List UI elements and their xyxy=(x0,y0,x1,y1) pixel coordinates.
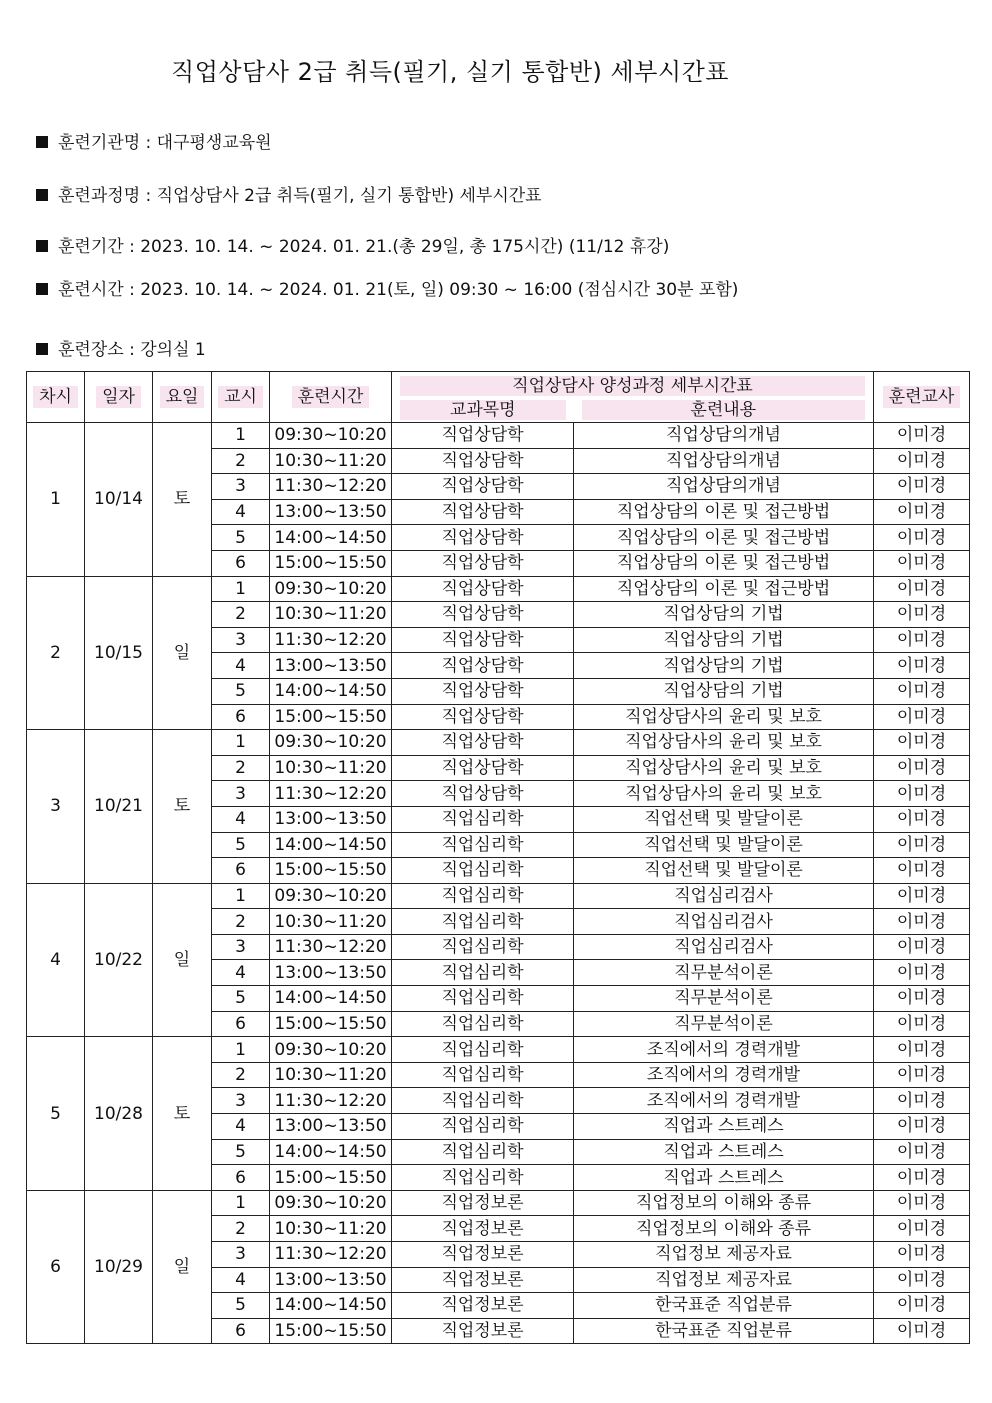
cell-time: 15:00~15:50 xyxy=(270,704,392,730)
cell-period: 6 xyxy=(212,1011,270,1037)
cell-day: 토 xyxy=(153,730,212,884)
cell-time: 14:00~14:50 xyxy=(270,986,392,1012)
cell-content: 조직에서의 경력개발 xyxy=(574,1037,874,1063)
cell-period: 1 xyxy=(212,730,270,756)
cell-teacher: 이미경 xyxy=(874,602,970,628)
cell-subject: 직업상담학 xyxy=(392,550,574,576)
cell-content: 직무분석이론 xyxy=(574,986,874,1012)
cell-teacher: 이미경 xyxy=(874,550,970,576)
cell-period: 5 xyxy=(212,525,270,551)
cell-time: 13:00~13:50 xyxy=(270,499,392,525)
header-date: 일자 xyxy=(85,372,153,423)
cell-content: 직업상담의 기법 xyxy=(574,627,874,653)
cell-content: 직업과 스트레스 xyxy=(574,1139,874,1165)
cell-time: 11:30~12:20 xyxy=(270,474,392,500)
cell-teacher: 이미경 xyxy=(874,1062,970,1088)
cell-subject: 직업심리학 xyxy=(392,1037,574,1063)
cell-time: 10:30~11:20 xyxy=(270,602,392,628)
info-place xyxy=(36,335,206,360)
cell-content: 한국표준 직업분류 xyxy=(574,1293,874,1319)
cell-date: 10/29 xyxy=(85,1190,153,1344)
cell-time: 10:30~11:20 xyxy=(270,909,392,935)
cell-subject: 직업상담학 xyxy=(392,627,574,653)
cell-teacher: 이미경 xyxy=(874,781,970,807)
cell-period: 1 xyxy=(212,423,270,449)
header-content: 훈련내용 xyxy=(574,397,874,423)
cell-time: 11:30~12:20 xyxy=(270,1088,392,1114)
cell-teacher: 이미경 xyxy=(874,1190,970,1216)
cell-teacher: 이미경 xyxy=(874,858,970,884)
cell-teacher: 이미경 xyxy=(874,1267,970,1293)
cell-period: 2 xyxy=(212,755,270,781)
info-hours-text: 훈련시간 : 2023. 10. 14. ~ 2024. 01. 21(토, 일) 09:30 ~ 16:00 (점심시간 30분 포함) xyxy=(58,280,739,300)
cell-time: 10:30~11:20 xyxy=(270,1062,392,1088)
cell-teacher: 이미경 xyxy=(874,448,970,474)
cell-content: 직업선택 및 발달이론 xyxy=(574,806,874,832)
square-bullet-icon xyxy=(36,136,48,148)
cell-content: 직업상담의 이론 및 접근방법 xyxy=(574,499,874,525)
cell-time: 15:00~15:50 xyxy=(270,1165,392,1191)
header-session: 차시 xyxy=(27,372,85,423)
cell-period: 4 xyxy=(212,806,270,832)
cell-subject: 직업상담학 xyxy=(392,755,574,781)
cell-period: 4 xyxy=(212,499,270,525)
cell-time: 09:30~10:20 xyxy=(270,730,392,756)
cell-content: 직업상담사의 윤리 및 보호 xyxy=(574,781,874,807)
cell-teacher: 이미경 xyxy=(874,576,970,602)
info-hours xyxy=(36,275,738,300)
cell-teacher: 이미경 xyxy=(874,499,970,525)
cell-time: 13:00~13:50 xyxy=(270,1267,392,1293)
cell-time: 15:00~15:50 xyxy=(270,1011,392,1037)
cell-teacher: 이미경 xyxy=(874,653,970,679)
cell-subject: 직업상담학 xyxy=(392,678,574,704)
cell-period: 4 xyxy=(212,960,270,986)
cell-subject: 직업심리학 xyxy=(392,1165,574,1191)
cell-period: 1 xyxy=(212,883,270,909)
cell-teacher: 이미경 xyxy=(874,986,970,1012)
cell-time: 15:00~15:50 xyxy=(270,1318,392,1344)
cell-session: 4 xyxy=(27,883,85,1037)
cell-teacher: 이미경 xyxy=(874,883,970,909)
cell-period: 2 xyxy=(212,1216,270,1242)
cell-period: 3 xyxy=(212,627,270,653)
cell-content: 직업심리검사 xyxy=(574,934,874,960)
cell-period: 3 xyxy=(212,1088,270,1114)
cell-content: 직업선택 및 발달이론 xyxy=(574,858,874,884)
cell-teacher: 이미경 xyxy=(874,1088,970,1114)
info-period xyxy=(36,232,669,257)
cell-period: 4 xyxy=(212,1114,270,1140)
info-course-text: 훈련과정명 : 직업상담사 2급 취득(필기, 실기 통합반) 세부시간표 xyxy=(58,186,542,206)
cell-date: 10/28 xyxy=(85,1037,153,1191)
cell-teacher: 이미경 xyxy=(874,1216,970,1242)
cell-subject: 직업정보론 xyxy=(392,1293,574,1319)
cell-date: 10/21 xyxy=(85,730,153,884)
cell-time: 10:30~11:20 xyxy=(270,755,392,781)
cell-time: 09:30~10:20 xyxy=(270,883,392,909)
cell-period: 1 xyxy=(212,576,270,602)
table-row xyxy=(27,423,970,449)
cell-teacher: 이미경 xyxy=(874,1114,970,1140)
cell-session: 1 xyxy=(27,423,85,577)
cell-content: 직무분석이론 xyxy=(574,960,874,986)
header-teacher: 훈련교사 xyxy=(874,372,970,423)
cell-subject: 직업심리학 xyxy=(392,883,574,909)
cell-teacher: 이미경 xyxy=(874,755,970,781)
cell-time: 09:30~10:20 xyxy=(270,576,392,602)
page-title: 직업상담사 2급 취득(필기, 실기 통합반) 세부시간표 xyxy=(171,58,729,86)
cell-content: 조직에서의 경력개발 xyxy=(574,1088,874,1114)
cell-time: 15:00~15:50 xyxy=(270,858,392,884)
square-bullet-icon xyxy=(36,283,48,295)
square-bullet-icon xyxy=(36,189,48,201)
info-institution xyxy=(36,128,272,153)
cell-time: 11:30~12:20 xyxy=(270,627,392,653)
cell-period: 5 xyxy=(212,1139,270,1165)
square-bullet-icon xyxy=(36,343,48,355)
cell-subject: 직업정보론 xyxy=(392,1318,574,1344)
cell-subject: 직업심리학 xyxy=(392,909,574,935)
cell-content: 직업상담사의 윤리 및 보호 xyxy=(574,704,874,730)
cell-period: 5 xyxy=(212,832,270,858)
cell-day: 일 xyxy=(153,1190,212,1344)
cell-time: 10:30~11:20 xyxy=(270,1216,392,1242)
cell-time: 14:00~14:50 xyxy=(270,525,392,551)
table-row xyxy=(27,1037,970,1063)
cell-subject: 직업심리학 xyxy=(392,1139,574,1165)
cell-subject: 직업상담학 xyxy=(392,730,574,756)
cell-time: 14:00~14:50 xyxy=(270,678,392,704)
cell-time: 11:30~12:20 xyxy=(270,1242,392,1268)
cell-teacher: 이미경 xyxy=(874,806,970,832)
cell-teacher: 이미경 xyxy=(874,1293,970,1319)
cell-subject: 직업정보론 xyxy=(392,1267,574,1293)
header-day: 요일 xyxy=(153,372,212,423)
table-row xyxy=(27,1190,970,1216)
cell-teacher: 이미경 xyxy=(874,423,970,449)
cell-teacher: 이미경 xyxy=(874,1242,970,1268)
cell-time: 09:30~10:20 xyxy=(270,1037,392,1063)
cell-period: 6 xyxy=(212,704,270,730)
cell-teacher: 이미경 xyxy=(874,627,970,653)
cell-time: 10:30~11:20 xyxy=(270,448,392,474)
table-body xyxy=(27,423,970,1344)
cell-teacher: 이미경 xyxy=(874,1139,970,1165)
cell-time: 14:00~14:50 xyxy=(270,832,392,858)
cell-subject: 직업심리학 xyxy=(392,1062,574,1088)
cell-teacher: 이미경 xyxy=(874,1318,970,1344)
cell-time: 13:00~13:50 xyxy=(270,960,392,986)
cell-period: 6 xyxy=(212,1318,270,1344)
cell-period: 3 xyxy=(212,474,270,500)
cell-date: 10/15 xyxy=(85,576,153,730)
header-subject: 교과목명 xyxy=(392,397,574,423)
cell-period: 4 xyxy=(212,1267,270,1293)
info-place-text: 훈련장소 : 강의실 1 xyxy=(58,340,206,360)
cell-content: 한국표준 직업분류 xyxy=(574,1318,874,1344)
cell-teacher: 이미경 xyxy=(874,525,970,551)
cell-teacher: 이미경 xyxy=(874,1037,970,1063)
cell-content: 직업정보 제공자료 xyxy=(574,1242,874,1268)
cell-period: 3 xyxy=(212,781,270,807)
cell-time: 09:30~10:20 xyxy=(270,423,392,449)
cell-period: 2 xyxy=(212,909,270,935)
cell-session: 5 xyxy=(27,1037,85,1191)
info-course xyxy=(36,181,542,206)
cell-session: 3 xyxy=(27,730,85,884)
table-row xyxy=(27,730,970,756)
cell-time: 14:00~14:50 xyxy=(270,1139,392,1165)
cell-teacher: 이미경 xyxy=(874,730,970,756)
cell-subject: 직업상담학 xyxy=(392,525,574,551)
cell-subject: 직업정보론 xyxy=(392,1242,574,1268)
square-bullet-icon xyxy=(36,240,48,252)
cell-content: 직업과 스트레스 xyxy=(574,1165,874,1191)
cell-content: 직업심리검사 xyxy=(574,909,874,935)
cell-content: 직업상담의 기법 xyxy=(574,678,874,704)
cell-teacher: 이미경 xyxy=(874,1165,970,1191)
cell-content: 직업정보의 이해와 종류 xyxy=(574,1190,874,1216)
cell-teacher: 이미경 xyxy=(874,960,970,986)
cell-content: 직업상담의개념 xyxy=(574,448,874,474)
cell-subject: 직업상담학 xyxy=(392,704,574,730)
cell-teacher: 이미경 xyxy=(874,474,970,500)
cell-period: 3 xyxy=(212,1242,270,1268)
cell-subject: 직업상담학 xyxy=(392,474,574,500)
cell-time: 13:00~13:50 xyxy=(270,1114,392,1140)
cell-content: 직업상담의 이론 및 접근방법 xyxy=(574,525,874,551)
header-time: 훈련시간 xyxy=(270,372,392,423)
cell-time: 15:00~15:50 xyxy=(270,550,392,576)
cell-subject: 직업심리학 xyxy=(392,806,574,832)
cell-teacher: 이미경 xyxy=(874,678,970,704)
cell-content: 직업상담사의 윤리 및 보호 xyxy=(574,730,874,756)
cell-teacher: 이미경 xyxy=(874,1011,970,1037)
cell-period: 1 xyxy=(212,1190,270,1216)
cell-subject: 직업심리학 xyxy=(392,1114,574,1140)
cell-subject: 직업상담학 xyxy=(392,448,574,474)
cell-teacher: 이미경 xyxy=(874,934,970,960)
cell-session: 6 xyxy=(27,1190,85,1344)
table-row xyxy=(27,883,970,909)
cell-session: 2 xyxy=(27,576,85,730)
cell-period: 6 xyxy=(212,1165,270,1191)
cell-subject: 직업심리학 xyxy=(392,986,574,1012)
cell-content: 직업상담의 이론 및 접근방법 xyxy=(574,576,874,602)
cell-period: 6 xyxy=(212,858,270,884)
info-institution-text: 훈련기관명 : 대구평생교육원 xyxy=(58,133,272,153)
cell-teacher: 이미경 xyxy=(874,909,970,935)
cell-subject: 직업상담학 xyxy=(392,781,574,807)
cell-time: 11:30~12:20 xyxy=(270,781,392,807)
cell-time: 14:00~14:50 xyxy=(270,1293,392,1319)
cell-subject: 직업정보론 xyxy=(392,1190,574,1216)
cell-time: 11:30~12:20 xyxy=(270,934,392,960)
cell-subject: 직업상담학 xyxy=(392,576,574,602)
table-row xyxy=(27,576,970,602)
cell-content: 직업상담의개념 xyxy=(574,474,874,500)
cell-subject: 직업심리학 xyxy=(392,858,574,884)
cell-subject: 직업심리학 xyxy=(392,960,574,986)
cell-subject: 직업심리학 xyxy=(392,934,574,960)
cell-period: 4 xyxy=(212,653,270,679)
cell-time: 13:00~13:50 xyxy=(270,653,392,679)
cell-subject: 직업상담학 xyxy=(392,602,574,628)
cell-period: 5 xyxy=(212,986,270,1012)
cell-subject: 직업상담학 xyxy=(392,423,574,449)
cell-day: 일 xyxy=(153,883,212,1037)
cell-content: 직업상담의개념 xyxy=(574,423,874,449)
cell-content: 직업정보 제공자료 xyxy=(574,1267,874,1293)
cell-day: 일 xyxy=(153,576,212,730)
cell-period: 2 xyxy=(212,1062,270,1088)
cell-content: 조직에서의 경력개발 xyxy=(574,1062,874,1088)
header-group: 직업상담사 양성과정 세부시간표 xyxy=(392,372,874,398)
cell-content: 직무분석이론 xyxy=(574,1011,874,1037)
cell-subject: 직업심리학 xyxy=(392,1011,574,1037)
schedule-table xyxy=(26,371,970,1344)
cell-content: 직업상담사의 윤리 및 보호 xyxy=(574,755,874,781)
cell-period: 2 xyxy=(212,448,270,474)
cell-period: 3 xyxy=(212,934,270,960)
cell-day: 토 xyxy=(153,423,212,577)
cell-content: 직업과 스트레스 xyxy=(574,1114,874,1140)
cell-subject: 직업상담학 xyxy=(392,499,574,525)
cell-subject: 직업심리학 xyxy=(392,1088,574,1114)
cell-content: 직업상담의 이론 및 접근방법 xyxy=(574,550,874,576)
table-header xyxy=(27,372,970,423)
cell-content: 직업정보의 이해와 종류 xyxy=(574,1216,874,1242)
cell-period: 5 xyxy=(212,1293,270,1319)
cell-date: 10/22 xyxy=(85,883,153,1037)
cell-content: 직업심리검사 xyxy=(574,883,874,909)
cell-teacher: 이미경 xyxy=(874,832,970,858)
cell-time: 13:00~13:50 xyxy=(270,806,392,832)
cell-period: 5 xyxy=(212,678,270,704)
cell-subject: 직업상담학 xyxy=(392,653,574,679)
cell-period: 1 xyxy=(212,1037,270,1063)
cell-content: 직업선택 및 발달이론 xyxy=(574,832,874,858)
info-period-text: 훈련기간 : 2023. 10. 14. ~ 2024. 01. 21.(총 29일, 총 175시간) (11/12 휴강) xyxy=(58,237,670,257)
header-period: 교시 xyxy=(212,372,270,423)
cell-time: 09:30~10:20 xyxy=(270,1190,392,1216)
cell-day: 토 xyxy=(153,1037,212,1191)
cell-teacher: 이미경 xyxy=(874,704,970,730)
cell-subject: 직업정보론 xyxy=(392,1216,574,1242)
cell-period: 2 xyxy=(212,602,270,628)
cell-period: 6 xyxy=(212,550,270,576)
cell-date: 10/14 xyxy=(85,423,153,577)
cell-subject: 직업심리학 xyxy=(392,832,574,858)
cell-content: 직업상담의 기법 xyxy=(574,602,874,628)
cell-content: 직업상담의 기법 xyxy=(574,653,874,679)
